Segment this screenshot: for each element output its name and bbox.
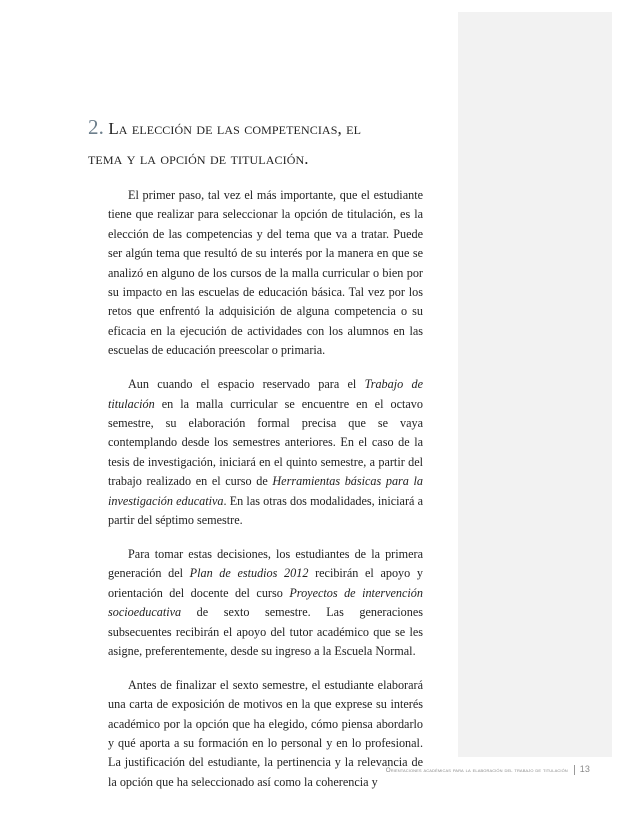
- section-heading: [88, 112, 428, 174]
- italic-title: Trabajo de titulación: [108, 377, 423, 411]
- section-title-line1: La elección de las competencias, el: [108, 119, 362, 138]
- paragraph-text: Para tomar estas decisiones, los estudiantes de la primera generación del: [108, 546, 423, 581]
- italic-title: Proyectos de intervención socioeducativa: [108, 585, 423, 620]
- paragraph-text: El primer paso, tal vez el más importante, que el estudiante tiene que realizar para seleccionar la opción de titulación, es la elección de las competencias y del tema que va a tratar. Puede ser algún tema que resultó de su interés por la manera en que se analizó en alguno de los cursos de la malla curricular o bien por su impacto en las escuelas de educación básica. Tal vez por los retos que enfrentó la adquisición de alguna competencia o su eficacia en la ejecución de actividades con los alumnos en las escuelas de educación preescolar o primaria.: [108, 188, 423, 358]
- footer-divider: [574, 765, 575, 775]
- paragraph-1: [108, 186, 423, 361]
- paragraph-text: Antes de finalizar el sexto semestre, el estudiante elaborará una carta de exposición de motivos en la que exprese su interés académico por la opción que ha elegido, cómo piensa abordarlo y qué aporta a su formación en lo personal y en lo profesional. La justificación del estudiante, la pertinencia y la relevancia de la opción que ha seleccionado así como la coherencia y: [108, 677, 423, 789]
- italic-title: Plan de estudios 2012: [189, 566, 309, 581]
- section-title-line2: tema y la opción de titulación.: [88, 149, 309, 168]
- paragraph-text: . En las otras dos modalidades, iniciará a partir del séptimo semestre.: [108, 493, 423, 527]
- italic-title: Herramientas básicas para la investigación educativa: [108, 474, 423, 508]
- section-number: 2.: [88, 115, 104, 139]
- paragraph-3: [108, 545, 423, 661]
- paragraph-2: [108, 375, 423, 530]
- sidebar-panel: [458, 12, 612, 757]
- paragraph-text: en la malla curricular se encuentre en el octavo semestre, su elaboración formal precisa que se vaya contemplando desde los semestres anteriores. En el caso de la tesis de investigación, iniciará en el quinto semestre, a partir del trabajo realizado en el curso de: [108, 396, 423, 489]
- footer-text: Orientaciones académicas para la elaboración del trabajo de titulación: [385, 767, 568, 774]
- page-number: 13: [579, 764, 590, 774]
- paragraph-text: recibirán el apoyo y orientación del docente del curso: [108, 566, 423, 600]
- paragraph-text: de sexto semestre. Las generaciones subsecuentes recibirán el apoyo del tutor académico que se les asigne, preferentemente, desde su ingreso a la Escuela Normal.: [108, 605, 423, 658]
- paragraph-text: Aun cuando el espacio reservado para el: [128, 377, 365, 392]
- page-footer: [300, 764, 590, 775]
- body-text: [108, 186, 423, 807]
